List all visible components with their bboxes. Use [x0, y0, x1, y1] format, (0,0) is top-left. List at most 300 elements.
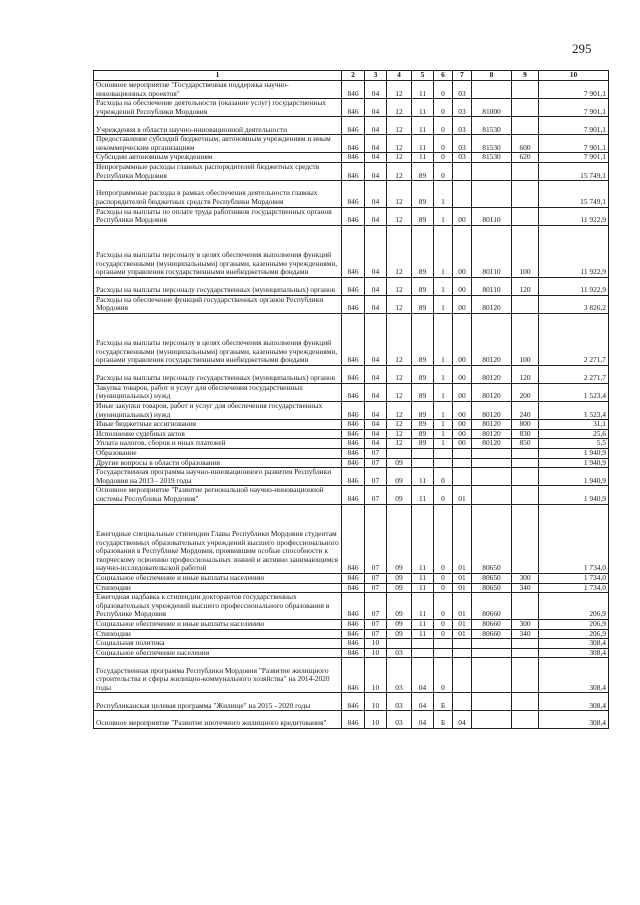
code-type-cell — [512, 162, 539, 180]
code-subprogram-cell: 0 — [434, 629, 453, 639]
code-subsection-cell: 12 — [387, 225, 412, 277]
code-subsection-cell: 09 — [387, 593, 412, 620]
amount-cell: 25,6 — [539, 429, 609, 439]
name-cell: Государственная программа Республики Мордовия "Развитие жилищного строительства и сферы жилищно-коммунального хозяйства" на 2014-2020 годы — [94, 658, 342, 693]
code-direction-cell — [472, 468, 512, 486]
name-cell: Расходы на выплаты персоналу в целях обеспечения выполнения функций государственными (муниципальными) органами, казенными учреждениями, органами управления государственными внебюджетными фондами — [94, 313, 342, 365]
name-cell: Непрограммные расходы главных распорядителей бюджетных средств Республики Мордовия — [94, 162, 342, 180]
code-program-cell: 11 — [412, 468, 434, 486]
table-header — [94, 71, 609, 81]
code-subprogram-cell: 0 — [434, 99, 453, 117]
amount-cell: 1 523,4 — [539, 402, 609, 420]
name-cell: Другие вопросы в области образования — [94, 458, 342, 468]
code-subsection-cell: 12 — [387, 153, 412, 163]
code-direction-cell: 80660 — [472, 619, 512, 629]
name-cell: Расходы на обеспечение деятельности (оказание услуг) государственных учреждений Республики Мордовия — [94, 99, 342, 117]
code-admin-cell: 846 — [342, 366, 365, 384]
code-direction-cell: 80120 — [472, 420, 512, 430]
code-section-cell: 04 — [365, 99, 387, 117]
code-subsection-cell: 12 — [387, 383, 412, 401]
code-type-cell: 100 — [512, 225, 539, 277]
amount-cell: 1 523,4 — [539, 383, 609, 401]
code-subprogram-cell: 1 — [434, 420, 453, 430]
amount-cell: 308,4 — [539, 648, 609, 658]
code-direction-cell: 80120 — [472, 295, 512, 313]
code-section-cell: 04 — [365, 277, 387, 295]
amount-cell: 206,9 — [539, 619, 609, 629]
amount-cell: 7 901,1 — [539, 99, 609, 117]
code-subprogram-cell: 0 — [434, 117, 453, 135]
code-admin-cell: 846 — [342, 711, 365, 729]
code-event-cell: 00 — [453, 225, 472, 277]
table-row — [94, 583, 609, 593]
code-type-cell — [512, 693, 539, 711]
table-row — [94, 277, 609, 295]
header-cell: 5 — [412, 71, 434, 81]
table-row — [94, 295, 609, 313]
code-section-cell: 07 — [365, 583, 387, 593]
code-type-cell — [512, 449, 539, 459]
table-row — [94, 693, 609, 711]
code-admin-cell: 846 — [342, 420, 365, 430]
code-event-cell — [453, 693, 472, 711]
code-direction-cell: 80650 — [472, 573, 512, 583]
code-event-cell — [453, 639, 472, 649]
name-cell: Закупка товаров, работ и услуг для обеспечения государственных (муниципальных) нужд — [94, 383, 342, 401]
code-admin-cell: 846 — [342, 639, 365, 649]
code-type-cell — [512, 458, 539, 468]
code-subsection-cell: 12 — [387, 420, 412, 430]
code-subprogram-cell: 1 — [434, 383, 453, 401]
code-admin-cell: 846 — [342, 439, 365, 449]
table-row — [94, 313, 609, 365]
amount-cell: 1 734,0 — [539, 504, 609, 573]
name-cell: Образование — [94, 449, 342, 459]
code-type-cell — [512, 711, 539, 729]
code-direction-cell: 80120 — [472, 439, 512, 449]
table-row — [94, 468, 609, 486]
code-type-cell — [512, 81, 539, 99]
code-section-cell: 04 — [365, 313, 387, 365]
code-event-cell: 04 — [453, 711, 472, 729]
code-subprogram-cell: 0 — [434, 573, 453, 583]
code-event-cell: 01 — [453, 619, 472, 629]
code-subprogram-cell: 0 — [434, 468, 453, 486]
code-section-cell: 10 — [365, 693, 387, 711]
header-cell: 10 — [539, 71, 609, 81]
code-event-cell — [453, 648, 472, 658]
table-row — [94, 135, 609, 153]
code-subsection-cell: 09 — [387, 619, 412, 629]
code-section-cell: 10 — [365, 711, 387, 729]
code-event-cell: 00 — [453, 402, 472, 420]
code-direction-cell: 80110 — [472, 277, 512, 295]
code-subprogram-cell: 1 — [434, 366, 453, 384]
code-event-cell: 01 — [453, 573, 472, 583]
code-event-cell: 01 — [453, 629, 472, 639]
name-cell: Иные закупки товаров, работ и услуг для обеспечения государственных (муниципальных) нужд — [94, 402, 342, 420]
name-cell: Расходы на выплаты персоналу государственных (муниципальных) органов — [94, 366, 342, 384]
table-row — [94, 711, 609, 729]
code-event-cell: 03 — [453, 81, 472, 99]
code-event-cell: 00 — [453, 277, 472, 295]
code-direction-cell: 81530 — [472, 153, 512, 163]
code-subprogram-cell: 0 — [434, 583, 453, 593]
code-event-cell: 01 — [453, 486, 472, 504]
code-admin-cell: 846 — [342, 648, 365, 658]
code-program-cell: 11 — [412, 573, 434, 583]
code-event-cell: 00 — [453, 383, 472, 401]
code-event-cell — [453, 162, 472, 180]
code-subprogram-cell: 0 — [434, 81, 453, 99]
table-row — [94, 639, 609, 649]
code-program-cell: 89 — [412, 162, 434, 180]
amount-cell: 2 271,7 — [539, 313, 609, 365]
name-cell: Социальное обеспечение и иные выплаты населению — [94, 573, 342, 583]
code-event-cell: 00 — [453, 313, 472, 365]
table-row — [94, 449, 609, 459]
code-subprogram-cell: 1 — [434, 277, 453, 295]
code-direction-cell: 81530 — [472, 117, 512, 135]
name-cell: Республиканская целевая программа "Жилище" на 2015 - 2020 годы — [94, 693, 342, 711]
code-section-cell: 04 — [365, 429, 387, 439]
amount-cell: 5,5 — [539, 439, 609, 449]
code-section-cell: 04 — [365, 439, 387, 449]
code-section-cell: 04 — [365, 366, 387, 384]
amount-cell: 308,4 — [539, 639, 609, 649]
code-direction-cell — [472, 658, 512, 693]
code-subsection-cell: 12 — [387, 295, 412, 313]
code-type-cell: 200 — [512, 383, 539, 401]
header-cell: 4 — [387, 71, 412, 81]
code-program-cell: 11 — [412, 99, 434, 117]
code-type-cell: 800 — [512, 420, 539, 430]
name-cell: Уплата налогов, сборов и иных платежей — [94, 439, 342, 449]
table-row — [94, 573, 609, 583]
amount-cell: 15 749,1 — [539, 181, 609, 207]
code-program-cell: 11 — [412, 153, 434, 163]
code-program-cell — [412, 648, 434, 658]
code-type-cell: 340 — [512, 629, 539, 639]
name-cell: Расходы на выплаты персоналу в целях обеспечения выполнения функций государственными (муниципальными) органами, казенными учреждениями, органами управления государственными внебюджетными фондами — [94, 225, 342, 277]
header-cell: 2 — [342, 71, 365, 81]
code-admin-cell: 846 — [342, 593, 365, 620]
code-type-cell: 240 — [512, 402, 539, 420]
code-direction-cell — [472, 639, 512, 649]
code-section-cell: 07 — [365, 449, 387, 459]
code-direction-cell: 80120 — [472, 429, 512, 439]
name-cell: Государственная программа научно-инновационного развития Республики Мордовия на 2013 - 2019 годы — [94, 468, 342, 486]
code-program-cell: 04 — [412, 658, 434, 693]
code-subsection-cell: 12 — [387, 207, 412, 225]
name-cell: Ежегодные специальные стипендии Главы Республики Мордовия студентам государственных образовательных учреждений высшего профессионального образования в Республике Мордовия, проявившим особые способности к творческому освоению профессиональных знаний и активно занимающимся научно-исследовательской работой — [94, 504, 342, 573]
code-subprogram-cell: 0 — [434, 619, 453, 629]
code-subsection-cell: 03 — [387, 693, 412, 711]
header-row — [94, 71, 609, 81]
amount-cell: 1 940,9 — [539, 486, 609, 504]
code-subsection-cell: 03 — [387, 711, 412, 729]
amount-cell: 11 922,9 — [539, 207, 609, 225]
code-admin-cell: 846 — [342, 117, 365, 135]
amount-cell: 31,1 — [539, 420, 609, 430]
amount-cell: 2 271,7 — [539, 366, 609, 384]
code-section-cell: 04 — [365, 420, 387, 430]
code-subsection-cell: 09 — [387, 573, 412, 583]
code-admin-cell: 846 — [342, 277, 365, 295]
table-row — [94, 486, 609, 504]
name-cell: Основное мероприятие "Государственная поддержка научно-инновационных проектов" — [94, 81, 342, 99]
amount-cell: 11 922,9 — [539, 225, 609, 277]
code-type-cell — [512, 593, 539, 620]
code-admin-cell: 846 — [342, 99, 365, 117]
code-event-cell: 00 — [453, 207, 472, 225]
table-row — [94, 504, 609, 573]
code-program-cell: 11 — [412, 135, 434, 153]
code-event-cell: 00 — [453, 295, 472, 313]
code-type-cell: 340 — [512, 583, 539, 593]
code-section-cell: 10 — [365, 658, 387, 693]
table-row — [94, 117, 609, 135]
code-type-cell — [512, 658, 539, 693]
code-section-cell: 07 — [365, 468, 387, 486]
code-subprogram-cell: 0 — [434, 162, 453, 180]
code-direction-cell — [472, 458, 512, 468]
name-cell: Основное мероприятие "Развитие региональной научно-инновационной системы Республики Мордовия" — [94, 486, 342, 504]
name-cell: Расходы на обеспечение функций государственных органов Республики Мордовия — [94, 295, 342, 313]
name-cell: Ежегодная надбавка к стипендии докторантов государственных образовательных учреждений высшего профессионального образования в Республике Мордовия — [94, 593, 342, 620]
code-direction-cell: 80120 — [472, 366, 512, 384]
code-admin-cell: 846 — [342, 573, 365, 583]
code-program-cell: 89 — [412, 181, 434, 207]
budget-table — [93, 70, 609, 729]
code-event-cell — [453, 458, 472, 468]
amount-cell: 3 826,2 — [539, 295, 609, 313]
page-number: 295 — [572, 41, 592, 56]
code-type-cell — [512, 639, 539, 649]
code-subsection-cell — [387, 449, 412, 459]
table-body — [94, 81, 609, 729]
code-type-cell — [512, 486, 539, 504]
code-admin-cell: 846 — [342, 383, 365, 401]
code-event-cell: 03 — [453, 99, 472, 117]
code-direction-cell: 80660 — [472, 593, 512, 620]
code-admin-cell: 846 — [342, 629, 365, 639]
code-program-cell: 89 — [412, 383, 434, 401]
name-cell: Учреждения в области научно-инновационной деятельности — [94, 117, 342, 135]
code-section-cell: 04 — [365, 117, 387, 135]
code-event-cell: 03 — [453, 117, 472, 135]
code-direction-cell: 81000 — [472, 99, 512, 117]
code-type-cell: 830 — [512, 429, 539, 439]
code-type-cell: 300 — [512, 573, 539, 583]
code-section-cell: 04 — [365, 81, 387, 99]
code-subprogram-cell — [434, 449, 453, 459]
name-cell: Социальное обеспечение и иные выплаты населению — [94, 619, 342, 629]
code-event-cell: 03 — [453, 153, 472, 163]
code-subprogram-cell — [434, 639, 453, 649]
name-cell: Иные бюджетные ассигнования — [94, 420, 342, 430]
code-event-cell — [453, 449, 472, 459]
code-event-cell: 01 — [453, 583, 472, 593]
code-section-cell: 04 — [365, 153, 387, 163]
name-cell: Социальное обеспечение населения — [94, 648, 342, 658]
amount-cell: 1 940,9 — [539, 458, 609, 468]
code-admin-cell: 846 — [342, 458, 365, 468]
code-type-cell: 120 — [512, 277, 539, 295]
code-subprogram-cell: 0 — [434, 153, 453, 163]
code-program-cell: 11 — [412, 486, 434, 504]
table-row — [94, 402, 609, 420]
table-row — [94, 420, 609, 430]
code-subsection-cell: 12 — [387, 439, 412, 449]
name-cell: Расходы на выплаты по оплате труда работников государственных органов Республики Мордовия — [94, 207, 342, 225]
header-cell: 9 — [512, 71, 539, 81]
code-subprogram-cell: 0 — [434, 593, 453, 620]
code-type-cell: 300 — [512, 619, 539, 629]
code-subprogram-cell: 1 — [434, 207, 453, 225]
code-subsection-cell: 09 — [387, 504, 412, 573]
header-cell: 8 — [472, 71, 512, 81]
table-row — [94, 207, 609, 225]
code-program-cell: 11 — [412, 81, 434, 99]
code-subsection-cell: 09 — [387, 458, 412, 468]
code-direction-cell — [472, 693, 512, 711]
code-program-cell: 11 — [412, 629, 434, 639]
code-type-cell — [512, 295, 539, 313]
code-event-cell: 01 — [453, 593, 472, 620]
code-program-cell: 11 — [412, 619, 434, 629]
code-type-cell: 100 — [512, 313, 539, 365]
table-row — [94, 619, 609, 629]
code-direction-cell — [472, 81, 512, 99]
code-program-cell — [412, 449, 434, 459]
code-event-cell — [453, 468, 472, 486]
code-subprogram-cell: 1 — [434, 429, 453, 439]
code-section-cell: 04 — [365, 402, 387, 420]
table-row — [94, 81, 609, 99]
code-subprogram-cell: 1 — [434, 181, 453, 207]
code-program-cell: 89 — [412, 295, 434, 313]
code-subprogram-cell: 1 — [434, 402, 453, 420]
name-cell: Субсидии автономным учреждениям — [94, 153, 342, 163]
code-section-cell: 07 — [365, 629, 387, 639]
code-program-cell: 89 — [412, 225, 434, 277]
code-direction-cell: 80650 — [472, 583, 512, 593]
code-subsection-cell: 09 — [387, 468, 412, 486]
table-row — [94, 383, 609, 401]
code-admin-cell: 846 — [342, 153, 365, 163]
code-subprogram-cell: 0 — [434, 504, 453, 573]
table-row — [94, 629, 609, 639]
code-program-cell: 89 — [412, 420, 434, 430]
name-cell: Основное мероприятие "Развитие ипотечного жилищного кредитования" — [94, 711, 342, 729]
code-event-cell: 00 — [453, 420, 472, 430]
code-direction-cell: 80110 — [472, 225, 512, 277]
code-type-cell — [512, 181, 539, 207]
code-subprogram-cell: Б — [434, 711, 453, 729]
code-type-cell — [512, 117, 539, 135]
code-subsection-cell: 03 — [387, 648, 412, 658]
code-section-cell: 10 — [365, 639, 387, 649]
code-type-cell — [512, 207, 539, 225]
header-cell: 3 — [365, 71, 387, 81]
table-row — [94, 439, 609, 449]
table-row — [94, 429, 609, 439]
code-subsection-cell: 12 — [387, 117, 412, 135]
code-subprogram-cell: 0 — [434, 486, 453, 504]
code-section-cell: 07 — [365, 486, 387, 504]
code-event-cell: 00 — [453, 439, 472, 449]
code-admin-cell: 846 — [342, 449, 365, 459]
code-section-cell: 04 — [365, 181, 387, 207]
code-admin-cell: 846 — [342, 504, 365, 573]
code-program-cell: 11 — [412, 583, 434, 593]
code-admin-cell: 846 — [342, 468, 365, 486]
code-subsection-cell: 09 — [387, 583, 412, 593]
code-event-cell: 03 — [453, 135, 472, 153]
code-program-cell: 04 — [412, 711, 434, 729]
code-type-cell: 600 — [512, 135, 539, 153]
table-row — [94, 648, 609, 658]
code-subprogram-cell — [434, 648, 453, 658]
code-direction-cell: 80120 — [472, 402, 512, 420]
code-subprogram-cell: 1 — [434, 225, 453, 277]
code-section-cell: 04 — [365, 225, 387, 277]
code-event-cell — [453, 181, 472, 207]
code-admin-cell: 846 — [342, 486, 365, 504]
amount-cell: 7 901,1 — [539, 153, 609, 163]
code-direction-cell: 80120 — [472, 383, 512, 401]
amount-cell: 206,9 — [539, 629, 609, 639]
code-admin-cell: 846 — [342, 81, 365, 99]
code-section-cell: 07 — [365, 504, 387, 573]
code-subprogram-cell: 1 — [434, 313, 453, 365]
code-subsection-cell: 12 — [387, 402, 412, 420]
amount-cell: 1 940,9 — [539, 468, 609, 486]
table-row — [94, 99, 609, 117]
code-direction-cell — [472, 181, 512, 207]
code-subsection-cell: 12 — [387, 366, 412, 384]
header-cell: 6 — [434, 71, 453, 81]
code-admin-cell: 846 — [342, 295, 365, 313]
code-subsection-cell: 12 — [387, 181, 412, 207]
code-type-cell — [512, 468, 539, 486]
code-subsection-cell: 12 — [387, 135, 412, 153]
code-admin-cell: 846 — [342, 135, 365, 153]
code-admin-cell: 846 — [342, 313, 365, 365]
code-direction-cell: 81530 — [472, 135, 512, 153]
code-program-cell: 89 — [412, 366, 434, 384]
code-program-cell: 89 — [412, 429, 434, 439]
code-program-cell: 89 — [412, 207, 434, 225]
code-subsection-cell — [387, 639, 412, 649]
name-cell: Расходы на выплаты персоналу государственных (муниципальных) органов — [94, 277, 342, 295]
code-admin-cell: 846 — [342, 658, 365, 693]
amount-cell: 7 901,1 — [539, 117, 609, 135]
code-direction-cell: 80660 — [472, 629, 512, 639]
amount-cell: 1 734,0 — [539, 583, 609, 593]
code-event-cell: 00 — [453, 366, 472, 384]
table-row — [94, 181, 609, 207]
code-subsection-cell: 12 — [387, 162, 412, 180]
code-section-cell: 04 — [365, 383, 387, 401]
code-subsection-cell: 12 — [387, 313, 412, 365]
code-type-cell: 120 — [512, 366, 539, 384]
code-program-cell: 89 — [412, 402, 434, 420]
code-event-cell — [453, 658, 472, 693]
amount-cell: 308,4 — [539, 711, 609, 729]
name-cell: Непрограммные расходы в рамках обеспечения деятельности главных распорядителей бюджетных средств Республики Мордовия — [94, 181, 342, 207]
